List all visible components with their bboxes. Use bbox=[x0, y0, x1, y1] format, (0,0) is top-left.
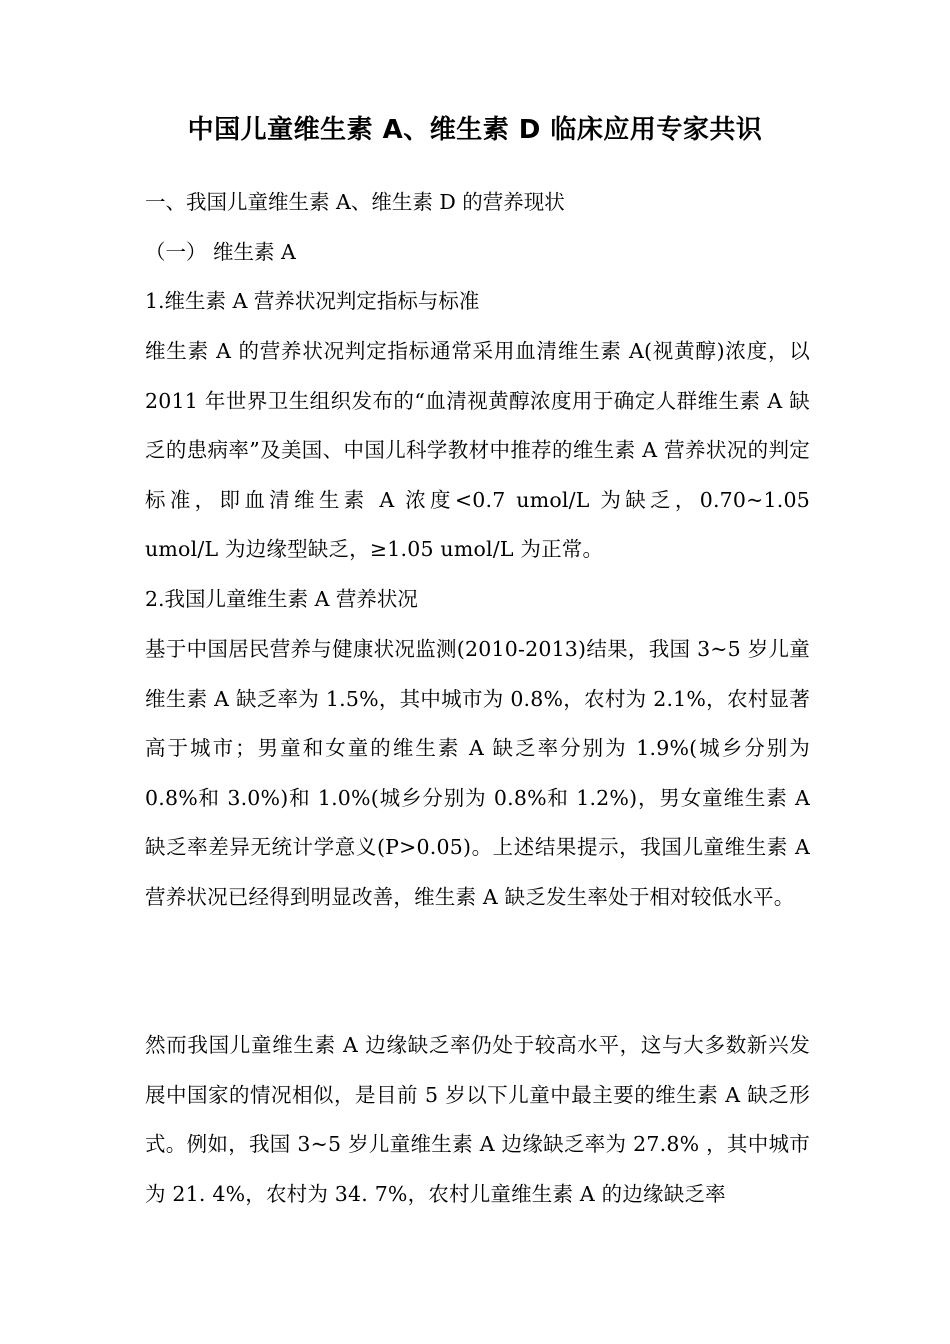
subsection-heading: （一） 维生素 A bbox=[145, 240, 296, 264]
document-title: 中国儿童维生素 A、维生素 D 临床应用专家共识 bbox=[187, 115, 763, 145]
item1-paragraph: 维生素 A 的营养状况判定指标通常采用血清维生素 A(视黄醇)浓度，以 2011 年世界卫生组织发布的“血清视黄醇浓度用于确定人群维生素 A 缺乏的患病率”及美国、中国儿科学教材中推荐的维生素 A 营养状况的判定标准，即血清维生素 A 浓度<0.7 umol/L 为缺乏，0.70~1.05 umol/L 为边缘型缺乏，≥1.05 umol/L 为正常。 bbox=[145, 339, 810, 561]
item1-heading: 1.维生素 A 营养状况判定指标与标准 bbox=[145, 289, 480, 313]
item2-heading: 2.我国儿童维生素 A 营养状况 bbox=[145, 587, 418, 611]
item2-paragraph: 基于中国居民营养与健康状况监测(2010-2013)结果，我国 3~5 岁儿童维生素 A 缺乏率为 1.5%，其中城市为 0.8%，农村为 2.1%，农村显著高于城市；男童和女童的维生素 A 缺乏率分别为 1.9%(城乡分别为 0.8%和 3.0%)和 1.0%(城乡分别为 0.8%和 1.2%)，男女童维生素 A 缺乏率差异无统计学意义(P>0.05)。上述结果提示，我国儿童维生素 A 营养状况已经得到明显改善，维生素 A 缺乏发生率处于相对较低水平。 bbox=[145, 637, 810, 909]
section-heading: 一、我国儿童维生素 A、维生素 D 的营养现状 bbox=[145, 190, 565, 214]
item2-paragraph-continued: 然而我国儿童维生素 A 边缘缺乏率仍处于较高水平，这与大多数新兴发展中国家的情况相似，是目前 5 岁以下儿童中最主要的维生素 A 缺乏形式。例如，我国 3~5 岁儿童维生素 A 边缘缺乏率为 27.8% ，其中城市为 21. 4%，农村为 34. 7%，农村儿童维生素 A 的边缘缺乏率 bbox=[145, 1033, 810, 1206]
